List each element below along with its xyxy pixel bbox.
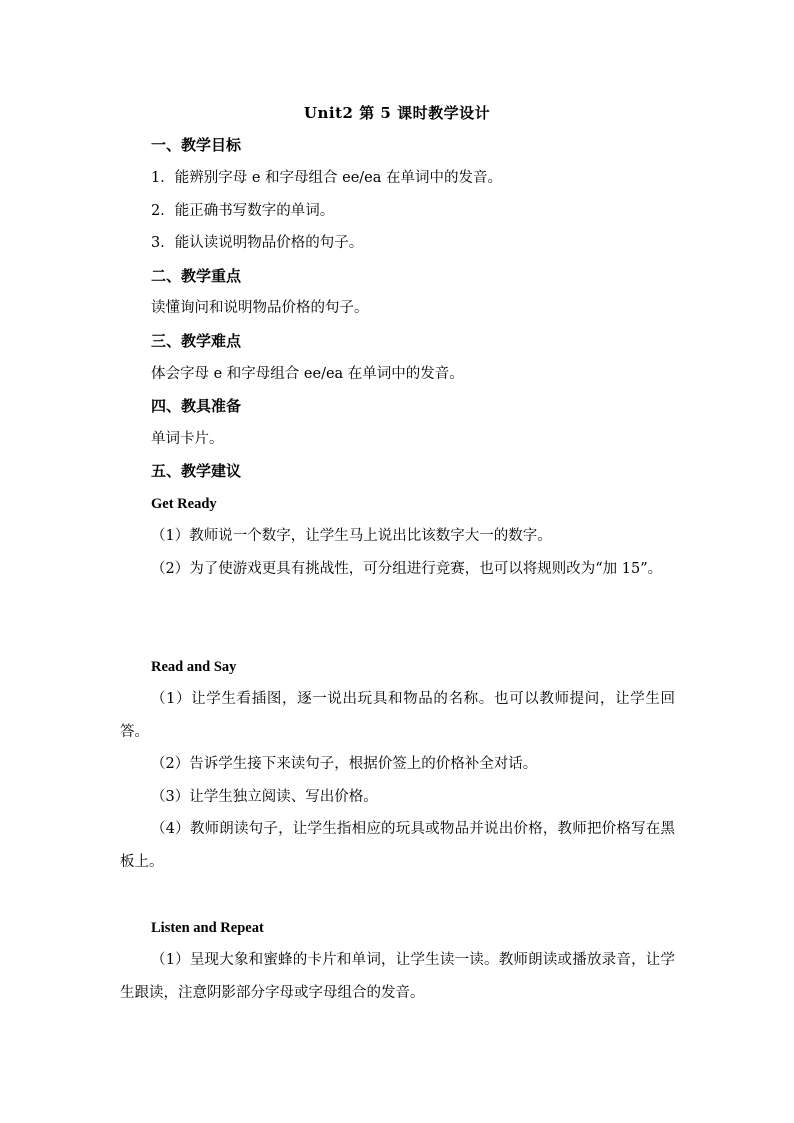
heading-focus: 二、教学重点 [151,267,242,285]
heading-materials: 四、教具准备 [151,397,242,415]
goal-item-3: 3．能认读说明物品价格的句子。 [151,235,364,251]
read-and-say-item-3: （3）让学生独立阅读、写出价格。 [151,789,378,805]
difficulty-text: 体会字母 e 和字母组合 ee/ea 在单词中的发音。 [151,366,464,382]
read-and-say-item-4: （4）教师朗读句子，让学生指相应的玩具或物品并说出价格，教师把价格写在黑板上。 [120,821,675,870]
get-ready-item-2: （2）为了使游戏更具有挑战性，可分组进行竞赛，也可以将规则改为“加 15”。 [151,561,663,577]
heading-difficulty: 三、教学难点 [151,332,242,350]
read-and-say-label: Read and Say [151,659,237,675]
goal-item-2: 2．能正确书写数字的单词。 [151,203,335,219]
heading-suggestions: 五、教学建议 [151,462,242,480]
listen-and-repeat-item-1: （1）呈现大象和蜜蜂的卡片和单词，让学生读一读。教师朗读或播放录音，让学生跟读，注意阴影部分字母或字母组合的发音。 [120,952,675,1001]
get-ready-label: Get Ready [151,496,217,512]
heading-goals: 一、教学目标 [151,136,242,154]
listen-and-repeat-label: Listen and Repeat [151,920,264,936]
read-and-say-item-2: （2）告诉学生接下来读句子，根据价签上的价格补全对话。 [151,756,538,772]
get-ready-item-1: （1）教师说一个数字，让学生马上说出比该数字大一的数字。 [151,528,552,544]
page-title: Unit2 第 5 课时教学设计 [303,104,491,122]
focus-text: 读懂询问和说明物品价格的句子。 [151,300,369,316]
goal-item-1: 1．能辨别字母 e 和字母组合 ee/ea 在单词中的发音。 [151,170,503,186]
read-and-say-item-1: （1）让学生看插图，逐一说出玩具和物品的名称。也可以教师提问，让学生回答。 [120,691,675,740]
materials-text: 单词卡片。 [151,431,224,447]
